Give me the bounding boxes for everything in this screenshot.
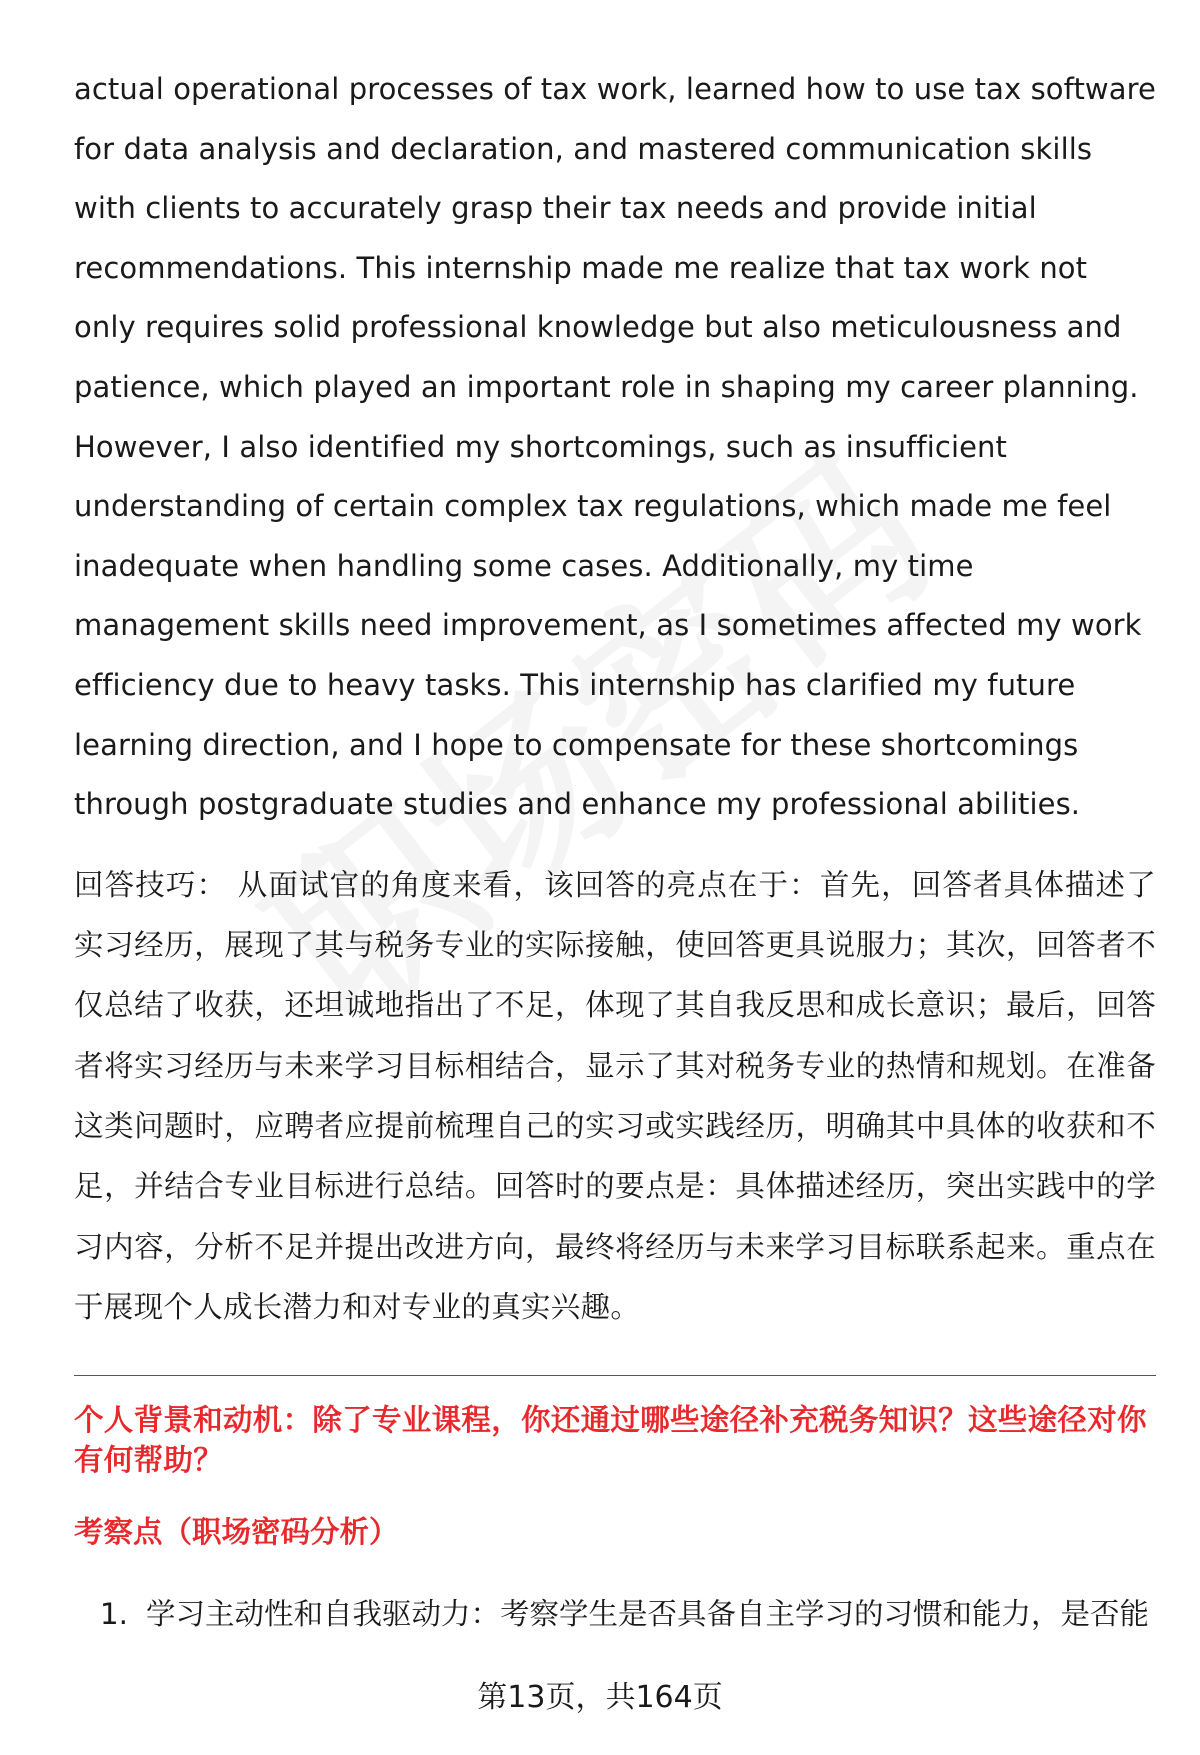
question-heading: 个人背景和动机：除了专业课程，你还通过哪些途径补充税务知识？这些途径对你有何帮助？ (74, 1403, 1147, 1478)
section-title: 考察点（职场密码分析） (74, 1515, 399, 1550)
body-paragraph: actual operational processes of tax work, learned how to use tax software for data analysis and declaration, and mastered communication skills with clients to accurately grasp their tax needs and provide initial recommendations. This internship made me realize that tax work not only requires solid professional knowledge but also meticulousness and patience, which played an important role in shaping my career planning. However, I also identified my shortcomings, such as insufficient understanding of certain complex tax regulations, which made me feel inadequate when handling some cases. Additionally, my time management skills need improvement, as I sometimes affected my work efficiency due to heavy tasks. This internship has clarified my future learning direction, and I hope to compensate for these shortcomings through postgraduate studies and enhance my professional abilities. (74, 72, 1156, 822)
section-divider (74, 1375, 1156, 1376)
tips-paragraph: 回答技巧： 从面试官的角度来看，该回答的亮点在于：首先，回答者具体描述了实习经历，展现了其与税务专业的实际接触，使回答更具说服力；其次，回答者不仅总结了收获，还坦诚地指出了不足，体现了其自我反思和成长意识；最后，回答者将实习经历与未来学习目标相结合，显示了其对税务专业的热情和规划。在准备这类问题时，应聘者应提前梳理自己的实习或实践经历，明确其中具体的收获和不足，并结合专业目标进行总结。回答时的要点是：具体描述经历，突出实践中的学习内容，分析不足并提出改进方向，最终将经历与未来学习目标联系起来。重点在于展现个人成长潜力和对专业的真实兴趣。 (74, 867, 1156, 1324)
page-footer: 第13页，共164页 (477, 1680, 723, 1715)
list-item-number: 1. (99, 1597, 128, 1632)
list-item (74, 1592, 1156, 1636)
list-item-text: 学习主动性和自我驱动力：考察学生是否具备自主学习的习惯和能力，是否能 (146, 1597, 1150, 1632)
points-list (74, 1592, 1156, 1636)
document-page (74, 60, 1156, 1636)
